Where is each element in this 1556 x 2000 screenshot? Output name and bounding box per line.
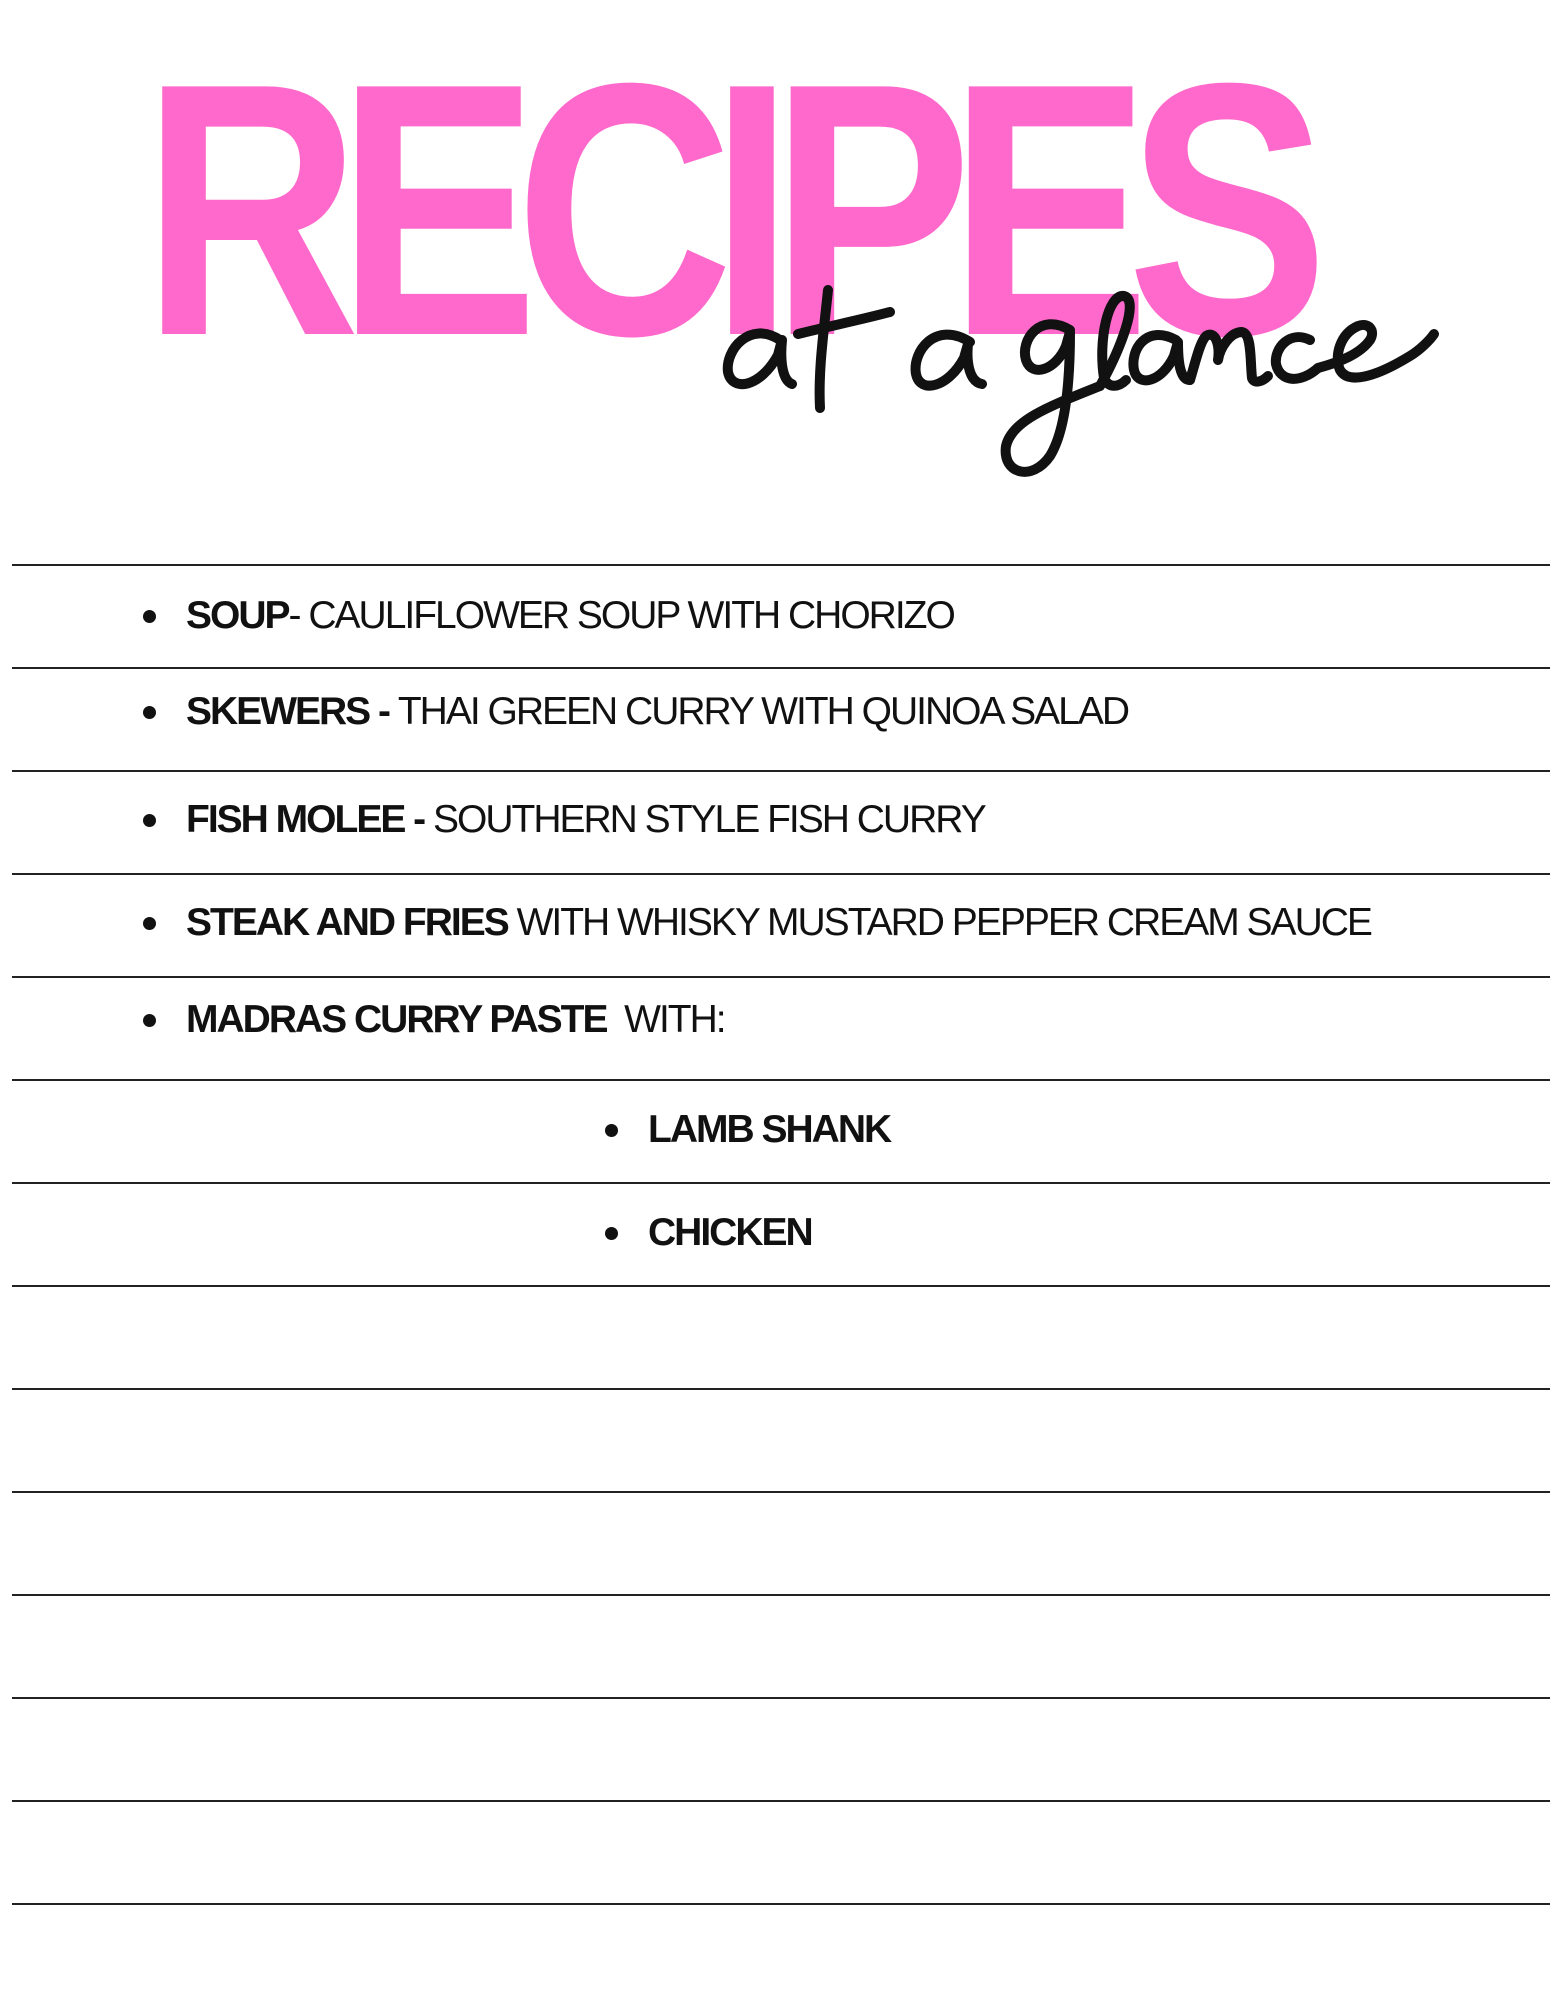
list-item-skewers	[0, 662, 1556, 762]
list-item-soup	[0, 566, 1556, 666]
recipe-name: FISH MOLEE -	[186, 798, 433, 841]
divider-line	[12, 1491, 1550, 1493]
divider-line	[12, 1388, 1550, 1390]
bullet-icon	[605, 1227, 618, 1240]
list-item-steak-and-fries	[0, 873, 1556, 973]
recipe-description: - CAULIFLOWER SOUP WITH CHORIZO	[288, 594, 954, 637]
sub-recipe-name: CHICKEN	[648, 1211, 812, 1254]
page-subtitle-script	[720, 260, 1440, 500]
header	[0, 0, 1556, 520]
bullet-icon	[143, 610, 156, 623]
recipe-name: SKEWERS -	[186, 690, 398, 733]
list-item-fish-molee	[0, 770, 1556, 870]
divider-line	[12, 1697, 1550, 1699]
bullet-icon	[143, 917, 156, 930]
bullet-icon	[143, 1014, 156, 1027]
recipe-name: STEAK AND FRIES	[186, 901, 508, 944]
divider-line	[12, 1594, 1550, 1596]
divider-line	[12, 1800, 1550, 1802]
sub-list-item-chicken	[0, 1183, 1556, 1283]
bullet-icon	[143, 814, 156, 827]
sub-list-item-lamb-shank	[0, 1080, 1556, 1180]
sub-recipe-name: LAMB SHANK	[648, 1108, 891, 1151]
bullet-icon	[605, 1124, 618, 1137]
divider-line	[12, 1285, 1550, 1287]
divider-line	[12, 1903, 1550, 1905]
recipe-description: THAI GREEN CURRY WITH QUINOA SALAD	[397, 690, 1129, 733]
recipe-description: SOUTHERN STYLE FISH CURRY	[433, 798, 985, 841]
recipe-name: SOUP	[186, 594, 289, 637]
list-item-madras-curry-paste	[0, 970, 1556, 1070]
script-lettering-graphic	[720, 260, 1440, 500]
recipe-name: MADRAS CURRY PASTE	[186, 998, 607, 1041]
bullet-icon	[143, 706, 156, 719]
page-title: RECIPES	[142, 9, 1305, 411]
recipe-description: WITH:	[606, 998, 725, 1041]
recipe-description: WITH WHISKY MUSTARD PEPPER CREAM SAUCE	[507, 901, 1371, 944]
